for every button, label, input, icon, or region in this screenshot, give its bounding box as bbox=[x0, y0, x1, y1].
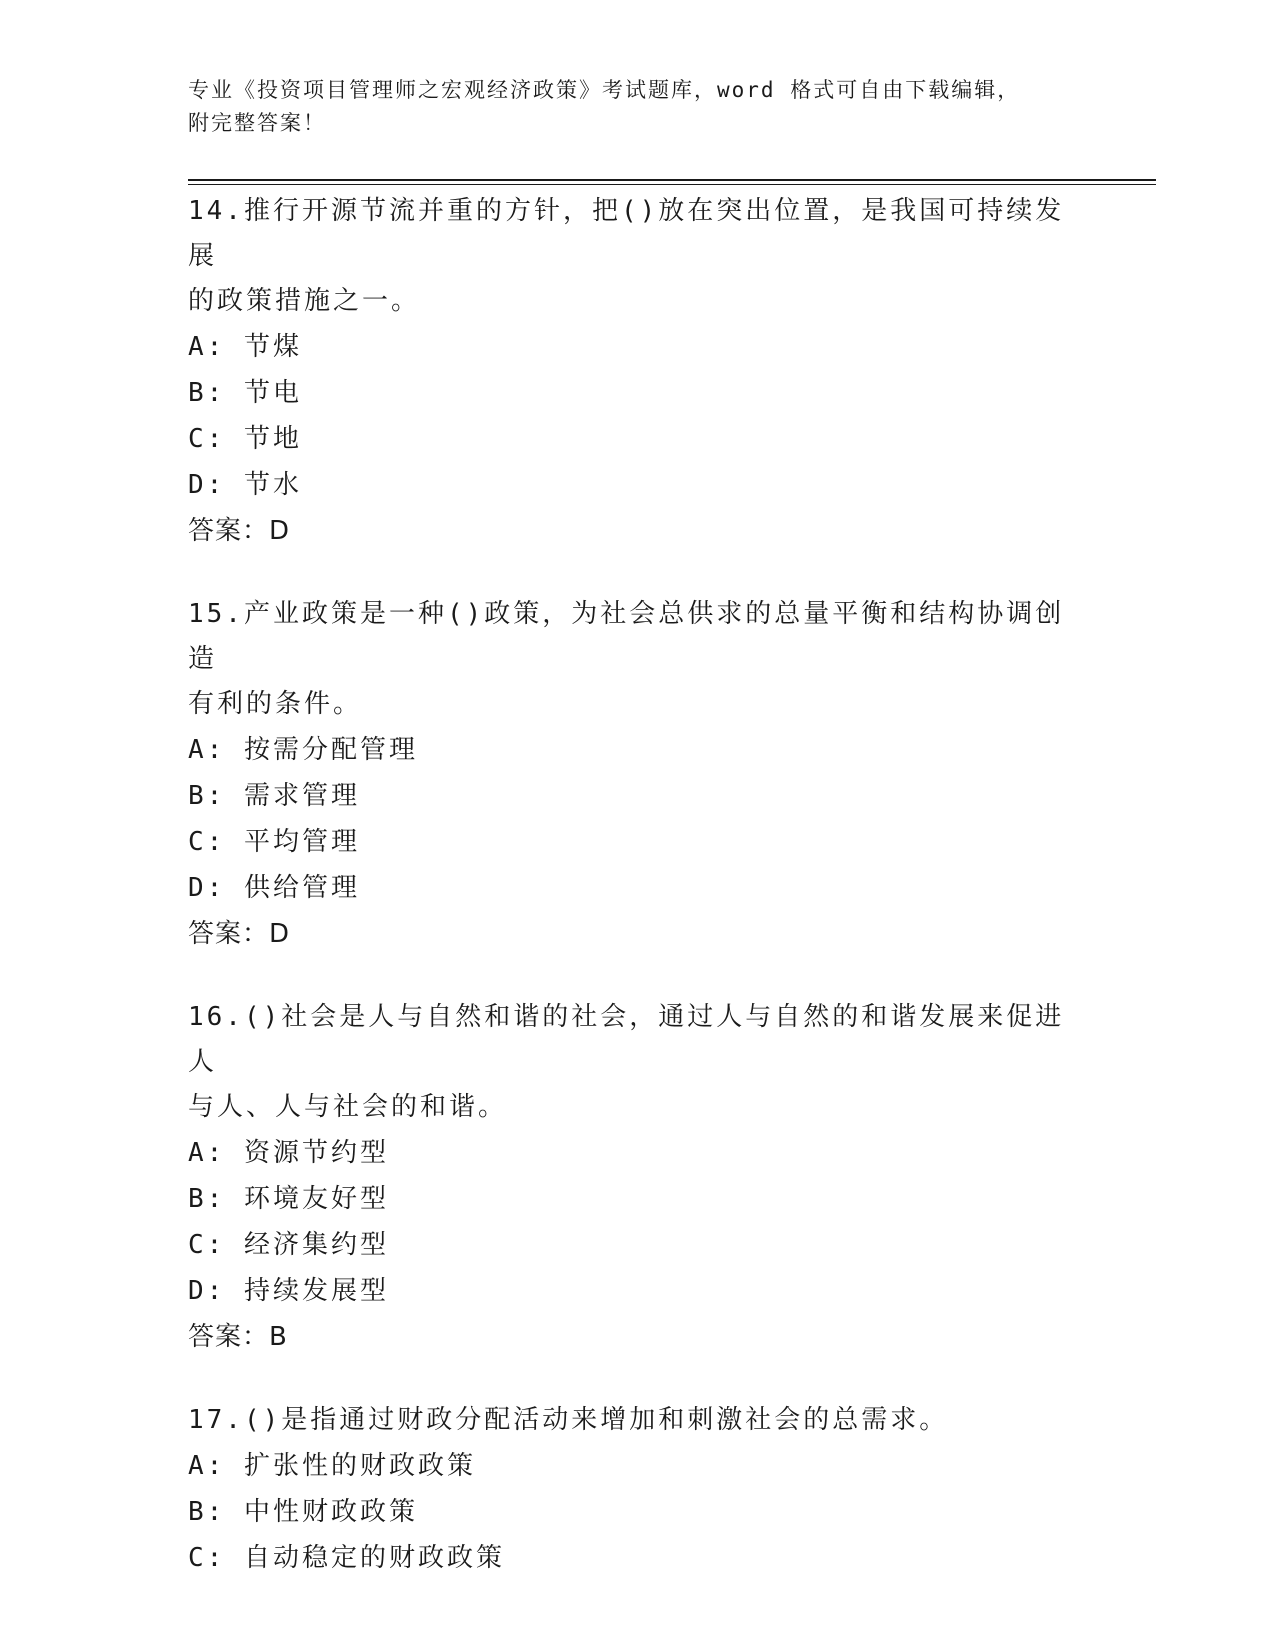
option-d: D: 持续发展型 bbox=[188, 1276, 389, 1306]
question-stem-line: 17.()是指通过财政分配活动来增加和刺激社会的总需求。 bbox=[188, 1405, 949, 1435]
question-stem-line: 16.()社会是人与自然和谐的社会，通过人与自然的和谐发展来促进人 bbox=[188, 1002, 1065, 1077]
answer-line: 答案：B bbox=[188, 1322, 288, 1352]
document-header bbox=[188, 74, 1108, 140]
option-c: C: 经济集约型 bbox=[188, 1230, 389, 1260]
question-17 bbox=[188, 1398, 1088, 1581]
question-stem-line: 14.推行开源节流并重的方针，把()放在突出位置，是我国可持续发展 bbox=[188, 196, 1065, 271]
header-divider-thin bbox=[188, 184, 1156, 185]
option-b: B: 中性财政政策 bbox=[188, 1497, 418, 1527]
question-stem-line: 有利的条件。 bbox=[188, 689, 363, 719]
option-a: A: 节煤 bbox=[188, 332, 302, 362]
option-b: B: 环境友好型 bbox=[188, 1184, 389, 1214]
option-a: A: 按需分配管理 bbox=[188, 735, 418, 765]
question-16 bbox=[188, 995, 1088, 1360]
option-d: D: 节水 bbox=[188, 470, 302, 500]
header-line-2: 附完整答案！ bbox=[188, 111, 326, 135]
answer-line: 答案：D bbox=[188, 516, 291, 546]
question-list bbox=[188, 189, 1088, 1619]
question-15 bbox=[188, 592, 1088, 957]
question-stem-line: 的政策措施之一。 bbox=[188, 286, 421, 316]
option-a: A: 资源节约型 bbox=[188, 1138, 389, 1168]
option-b: B: 节电 bbox=[188, 378, 302, 408]
option-c: C: 平均管理 bbox=[188, 827, 360, 857]
answer-line: 答案：D bbox=[188, 919, 291, 949]
question-stem-line: 与人、人与社会的和谐。 bbox=[188, 1092, 508, 1122]
option-d: D: 供给管理 bbox=[188, 873, 360, 903]
option-a: A: 扩张性的财政政策 bbox=[188, 1451, 476, 1481]
header-line-1: 专业《投资项目管理师之宏观经济政策》考试题库，word 格式可自由下载编辑， bbox=[188, 78, 1021, 102]
header-divider-thick bbox=[188, 179, 1156, 181]
question-stem-line: 15.产业政策是一种()政策，为社会总供求的总量平衡和结构协调创造 bbox=[188, 599, 1065, 674]
question-14 bbox=[188, 189, 1088, 554]
option-c: C: 自动稳定的财政政策 bbox=[188, 1543, 505, 1573]
option-b: B: 需求管理 bbox=[188, 781, 360, 811]
option-c: C: 节地 bbox=[188, 424, 302, 454]
